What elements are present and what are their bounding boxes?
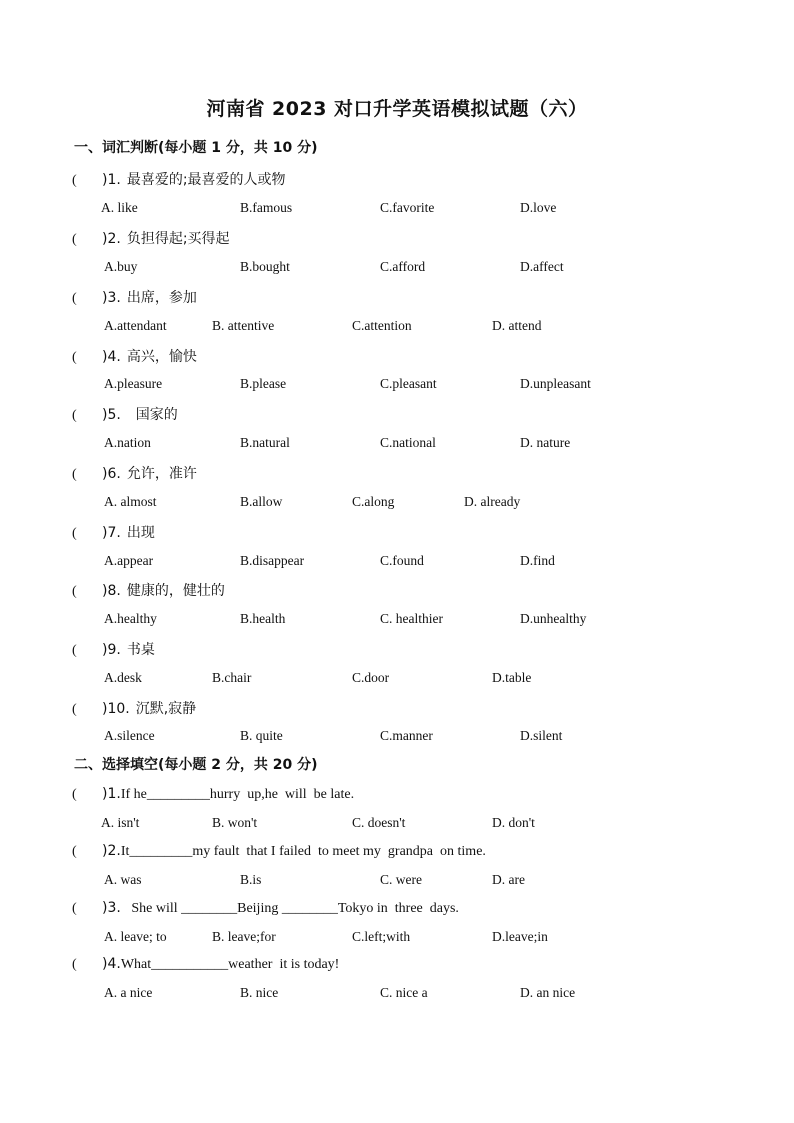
answer-option[interactable]: B.allow: [240, 494, 283, 509]
answer-option[interactable]: C. were: [380, 872, 422, 887]
answer-bracket[interactable]: (: [72, 584, 77, 599]
question-line: [72, 522, 155, 542]
question-stem: 允许，准许: [126, 466, 197, 482]
question-line: [72, 786, 354, 803]
answer-option[interactable]: D.find: [520, 553, 555, 568]
answer-option[interactable]: D. attend: [492, 318, 542, 333]
question-line: [72, 900, 459, 917]
answer-bracket[interactable]: (: [72, 643, 77, 658]
answer-option[interactable]: D.silent: [520, 728, 563, 743]
question-line: [72, 404, 178, 424]
answer-option[interactable]: A.attendant: [104, 318, 167, 333]
answer-bracket[interactable]: (: [72, 787, 77, 802]
answer-option[interactable]: D. already: [464, 494, 521, 509]
answer-option[interactable]: D. don't: [492, 815, 535, 830]
answer-option[interactable]: A. isn't: [101, 815, 140, 830]
answer-option[interactable]: A.silence: [104, 728, 155, 743]
question-stem: 出现: [126, 525, 155, 541]
answer-option[interactable]: A. like: [101, 200, 138, 215]
answer-option[interactable]: C.left;with: [352, 929, 411, 944]
question-number: )5.: [102, 407, 121, 423]
answer-option[interactable]: D. nature: [520, 435, 571, 450]
answer-option[interactable]: B.is: [240, 872, 262, 887]
answer-option[interactable]: B. attentive: [212, 318, 275, 333]
answer-option[interactable]: C.door: [352, 670, 390, 685]
answer-bracket[interactable]: (: [72, 901, 77, 916]
question-line: [72, 228, 230, 248]
question-stem: If he_________hurry up,he will be late.: [120, 787, 355, 802]
answer-option[interactable]: D. are: [492, 872, 525, 887]
question-number: )7.: [102, 525, 121, 541]
question-line: [72, 287, 197, 307]
question-stem: 沉默,寂静: [135, 701, 197, 717]
question-line: [72, 956, 339, 973]
question-stem: 最喜爱的;最喜爱的人或物: [126, 172, 286, 188]
answer-option[interactable]: D.unhealthy: [520, 611, 587, 626]
page-title: 河南省 2023 对口升学英语模拟试题（六）: [206, 98, 588, 120]
answer-bracket[interactable]: (: [72, 957, 77, 972]
question-line: [72, 639, 155, 659]
answer-option[interactable]: A. leave; to: [104, 929, 167, 944]
answer-option[interactable]: D.affect: [520, 259, 564, 274]
answer-bracket[interactable]: (: [72, 350, 77, 365]
answer-option[interactable]: A. almost: [104, 494, 157, 509]
answer-option[interactable]: B.chair: [212, 670, 252, 685]
answer-option[interactable]: B.health: [240, 611, 286, 626]
answer-option[interactable]: C.afford: [380, 259, 426, 274]
answer-option[interactable]: B.famous: [240, 200, 293, 215]
answer-option[interactable]: C.national: [380, 435, 436, 450]
answer-option[interactable]: B. nice: [240, 985, 279, 1000]
answer-option[interactable]: C.manner: [380, 728, 433, 743]
answer-bracket[interactable]: (: [72, 408, 77, 423]
answer-bracket[interactable]: (: [72, 173, 77, 188]
question-line: [72, 843, 486, 860]
question-number: )3.: [102, 290, 121, 306]
answer-option[interactable]: A.healthy: [104, 611, 157, 626]
answer-option[interactable]: A.nation: [104, 435, 151, 450]
answer-option[interactable]: D. an nice: [520, 985, 576, 1000]
question-stem: 负担得起;买得起: [126, 231, 230, 247]
answer-bracket[interactable]: (: [72, 291, 77, 306]
question-stem: What___________weather it is today!: [120, 957, 340, 972]
answer-option[interactable]: D.table: [492, 670, 532, 685]
answer-option[interactable]: B.bought: [240, 259, 290, 274]
question-line: [72, 463, 197, 483]
answer-bracket[interactable]: (: [72, 844, 77, 859]
question-stem: 高兴，愉快: [126, 349, 197, 365]
answer-bracket[interactable]: (: [72, 232, 77, 247]
question-line: [72, 698, 196, 718]
question-stem: 国家的: [126, 407, 178, 423]
answer-option[interactable]: B.natural: [240, 435, 290, 450]
question-number: )6.: [102, 466, 121, 482]
answer-option[interactable]: B. quite: [240, 728, 283, 743]
answer-option[interactable]: C. doesn't: [352, 815, 406, 830]
answer-bracket[interactable]: (: [72, 526, 77, 541]
question-line: [72, 580, 225, 600]
question-stem: 出席，参加: [126, 290, 197, 306]
answer-option[interactable]: A.appear: [104, 553, 154, 568]
answer-option[interactable]: D.love: [520, 200, 557, 215]
question-line: [72, 346, 197, 366]
question-number: )10.: [102, 701, 130, 717]
answer-option[interactable]: D.unpleasant: [520, 376, 591, 391]
question-number: )1.: [102, 172, 121, 188]
answer-option[interactable]: C.attention: [352, 318, 412, 333]
answer-bracket[interactable]: (: [72, 702, 77, 717]
answer-option[interactable]: B.please: [240, 376, 287, 391]
answer-option[interactable]: A.desk: [104, 670, 142, 685]
question-number: )4.: [102, 956, 121, 972]
section-heading-multiple-choice: 二、选择填空(每小题 2 分，共 20 分): [74, 757, 318, 773]
question-stem: It_________my fault that I failed to meet my grandpa on time.: [120, 844, 486, 859]
question-line: [72, 169, 286, 189]
question-number: )3.: [102, 900, 121, 916]
answer-option[interactable]: C.favorite: [380, 200, 435, 215]
question-number: )9.: [102, 642, 121, 658]
answer-option[interactable]: A. a nice: [104, 985, 153, 1000]
question-number: )2.: [102, 231, 121, 247]
question-stem: 健康的，健壮的: [126, 583, 225, 599]
answer-bracket[interactable]: (: [72, 467, 77, 482]
question-number: )1.: [102, 786, 121, 802]
answer-option[interactable]: B.disappear: [240, 553, 305, 568]
question-number: )4.: [102, 349, 121, 365]
answer-option[interactable]: D.leave;in: [492, 929, 548, 944]
answer-option[interactable]: A.pleasure: [104, 376, 163, 391]
answer-option[interactable]: C. healthier: [380, 611, 443, 626]
answer-option[interactable]: C. nice a: [380, 985, 428, 1000]
question-number: )8.: [102, 583, 121, 599]
answer-option[interactable]: A.buy: [104, 259, 138, 274]
question-stem: She will ________Beijing ________Tokyo in three days.: [120, 901, 459, 916]
answer-option[interactable]: B. leave;for: [212, 929, 276, 944]
question-stem: 书桌: [126, 642, 155, 658]
answer-option[interactable]: C.found: [380, 553, 424, 568]
question-number: )2.: [102, 843, 121, 859]
section-heading-vocabulary: 一、词汇判断(每小题 1 分，共 10 分): [74, 140, 318, 156]
answer-option[interactable]: A. was: [104, 872, 142, 887]
answer-option[interactable]: C.pleasant: [380, 376, 437, 391]
answer-option[interactable]: C.along: [352, 494, 395, 509]
answer-option[interactable]: B. won't: [212, 815, 258, 830]
